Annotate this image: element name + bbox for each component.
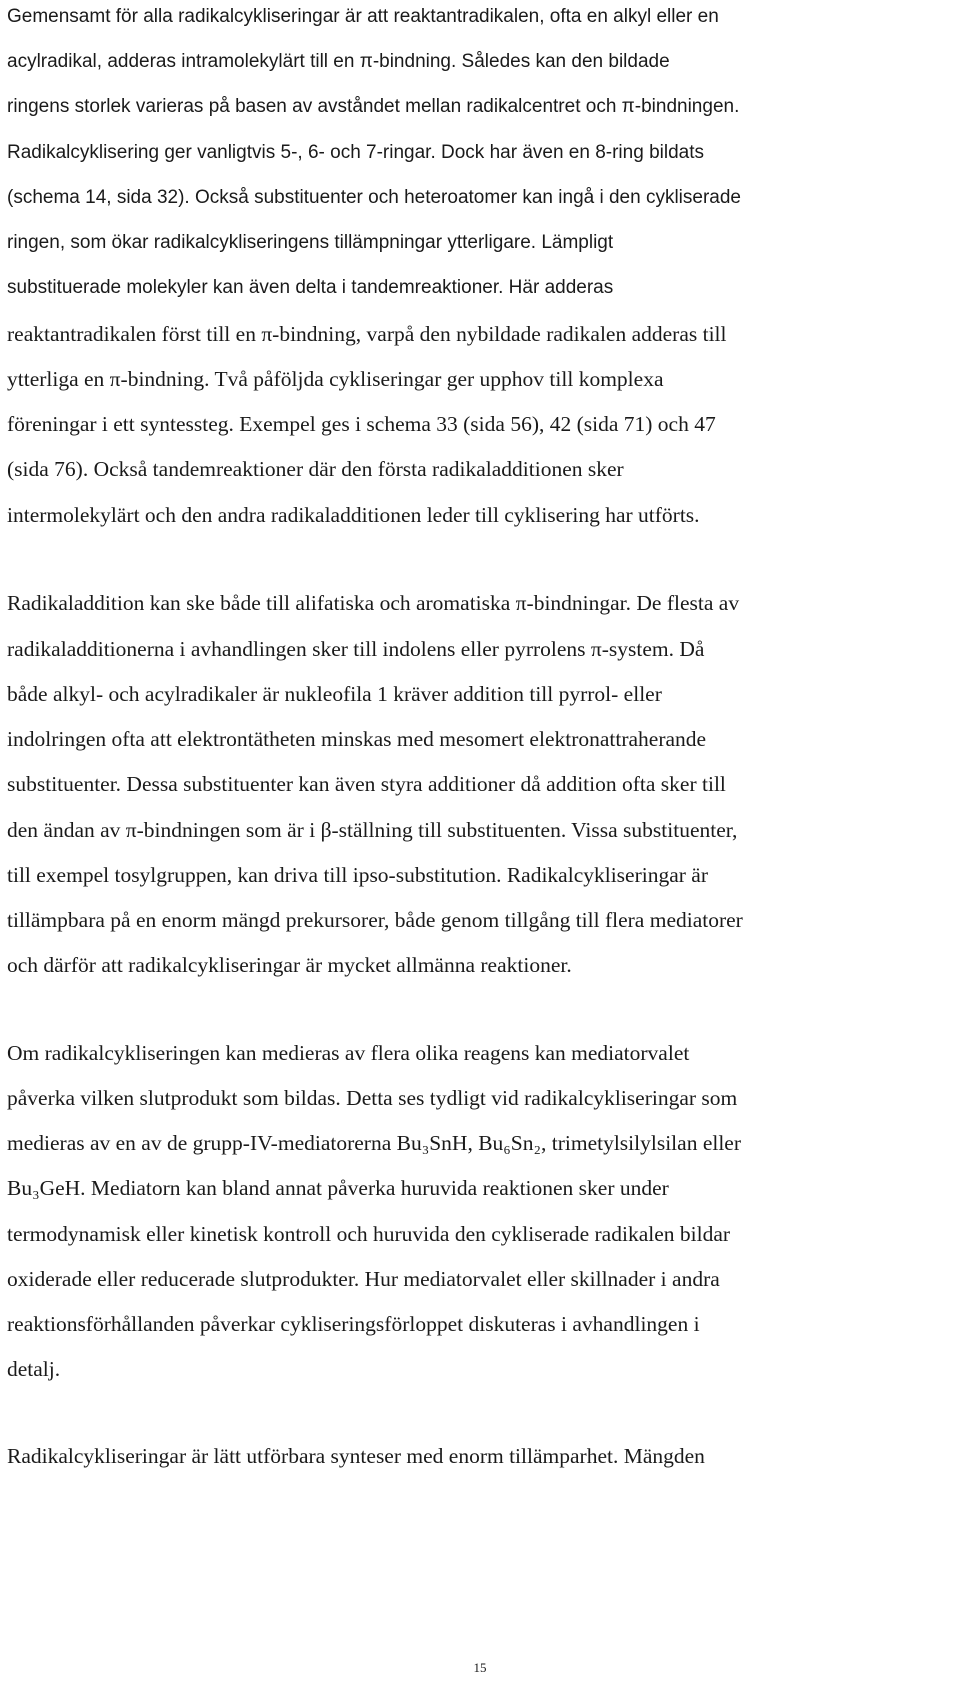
text-line: Radikaladdition kan ske både till alifatiska och aromatiska π-bindningar. De flesta av — [7, 591, 740, 615]
text-line: medieras av en av de grupp-IV-mediatorerna Bu₃SnH, Bu₆Sn₂, trimetylsilylsilan eller — [7, 1131, 742, 1155]
text-line: Radikalcyklisering ger vanligtvis 5-, 6- och 7-ringar. Dock har även en 8-ring bildats — [7, 142, 704, 163]
text-line: den ändan av π-bindningen som är i β-ställning till substituenten. Vissa substituenter, — [7, 818, 738, 842]
text-line: reaktantradikalen först till en π-bindning, varpå den nybildade radikalen adderas till — [7, 322, 727, 346]
page-number: 15 — [473, 1660, 487, 1675]
text-line: intermolekylärt och den andra radikaladditionen leder till cyklisering har utförts. — [7, 503, 700, 527]
text-line: oxiderade eller reducerade slutprodukter. Hur mediatorvalet eller skillnader i andra — [7, 1267, 720, 1291]
text-line: reaktionsförhållanden påverkar cykliseringsförloppet diskuteras i avhandlingen i — [7, 1312, 700, 1336]
text-line: Om radikalcykliseringen kan medieras av flera olika reagens kan mediatorvalet — [7, 1041, 690, 1065]
text-line: ringen, som ökar radikalcykliseringens tillämpningar ytterligare. Lämpligt — [7, 232, 614, 253]
text-line: radikaladditionerna i avhandlingen sker till indolens eller pyrrolens π-system. Då — [7, 637, 705, 661]
text-line: acylradikal, adderas intramolekylärt till en π-bindning. Således kan den bildade — [7, 51, 670, 72]
text-line: substituenter. Dessa substituenter kan även styra additioner då addition ofta sker till — [7, 772, 726, 796]
text-line: både alkyl- och acylradikaler är nukleofila 1 kräver addition till pyrrol- eller — [7, 682, 662, 706]
text-line: substituerade molekyler kan även delta i tandemreaktioner. Här adderas — [7, 277, 614, 298]
text-line: föreningar i ett syntessteg. Exempel ges i schema 33 (sida 56), 42 (sida 71) och 47 — [7, 412, 716, 436]
text-line: Bu₃GeH. Mediatorn kan bland annat påverka huruvida reaktionen sker under — [7, 1176, 669, 1200]
text-line: ringens storlek varieras på basen av avståndet mellan radikalcentret och π-bindningen. — [7, 96, 740, 117]
text-line: till exempel tosylgruppen, kan driva till ipso-substitution. Radikalcykliseringar är — [7, 863, 709, 887]
text-line: (schema 14, sida 32). Också substituenter och heteroatomer kan ingå i den cykliserade — [7, 187, 741, 208]
text-line: och därför att radikalcykliseringar är mycket allmänna reaktioner. — [7, 953, 572, 977]
text-line: Radikalcykliseringar är lätt utförbara synteser med enorm tillämparhet. Mängden — [7, 1444, 705, 1468]
text-line: (sida 76). Också tandemreaktioner där den första radikaladditionen sker — [7, 457, 624, 481]
text-line: Gemensamt för alla radikalcykliseringar är att reaktantradikalen, ofta en alkyl eller en — [7, 6, 719, 27]
text-line: detalj. — [7, 1357, 61, 1381]
text-line: ytterliga en π-bindning. Två påföljda cykliseringar ger upphov till komplexa — [7, 367, 664, 391]
text-line: påverka vilken slutprodukt som bildas. Detta ses tydligt vid radikalcykliseringar som — [7, 1086, 738, 1110]
text-line: termodynamisk eller kinetisk kontroll och huruvida den cykliserade radikalen bildar — [7, 1222, 731, 1246]
text-line: tillämpbara på en enorm mängd prekursorer, både genom tillgång till flera mediatorer — [7, 908, 743, 932]
text-line: indolringen ofta att elektrontätheten minskas med mesomert elektronattraherande — [7, 727, 707, 751]
